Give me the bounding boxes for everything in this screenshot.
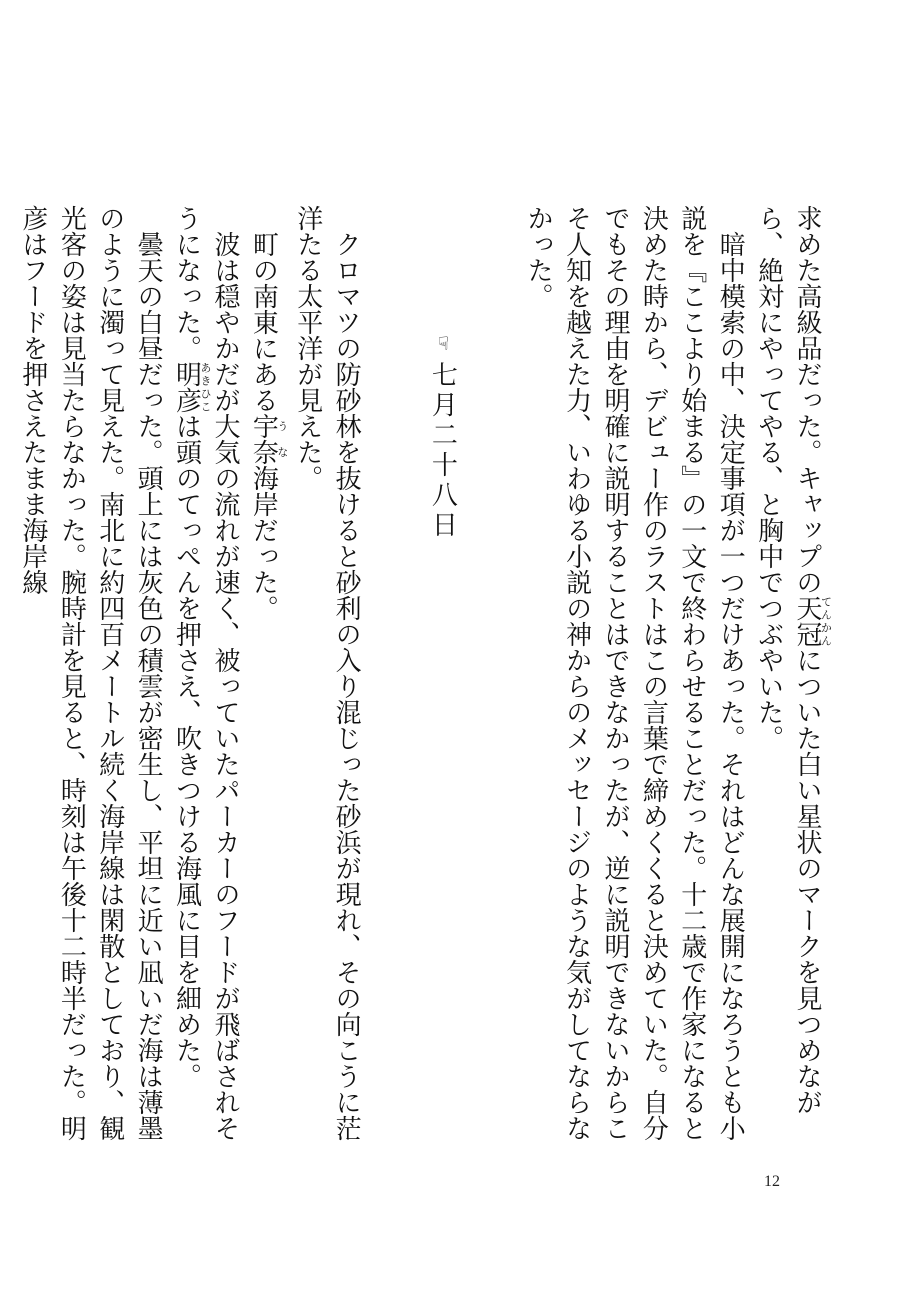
paragraph-3: クロマツの防砂林を抜けると砂利の入り混じった砂浜が現れ、その向こうに茫洋たる太平洋が見えた。 [292,205,362,1141]
ruby-tenkan: 天冠てんかん [792,595,833,647]
paragraph-1-part-a: 求めた高級品だった。キャップの [792,205,822,595]
paragraph-1 [749,205,832,1165]
ruby-una: 宇奈うな [248,413,289,465]
pointing-hand-icon: ☞ [432,335,454,356]
blank-line [480,205,518,1165]
paragraph-2: 暗中模索の中、決定事項が一つだけあった。それはどんな展開になろうとも小説を『ここより始まる』の一文で終わらせることだった。十二歳で作家になると決めた時から、デビュー作のラストはこの言葉で締めくくると決めていた。自分でもその理由を明確に説明することはできなかったが、逆に説明できないからこそ人知を越えた力、いわゆる小説の神からのメッセージのような気がしてならなかった。 [523,205,746,1141]
paragraph-6: 曇天の白昼だった。頭上には灰色の積雲が密生し、平坦に近い凪いだ海は薄墨のように濁って見えた。南北に約四百メートル続く海岸線は閑散としており、観光客の姿は見当たらなかった。腕時計を見ると、時刻は午後十二時半だった。明彦はフードを押さえたまま海岸線 [17,205,164,1141]
page-number: 12 [764,1173,780,1190]
paragraph-1-part-b: についた白い星状のマークを見つめながら、絶対にやってやる、と胸中でつぶやいた。 [753,205,822,1115]
blank-line [365,205,403,1165]
section-heading [404,205,481,1165]
paragraph-5: 波は穏やかだが大気の流れが速く、被っていたパーカーのフードが飛ばされそうになった。明彦あきひこは頭のてっぺんを押さえ、吹きつける海風に目を細めた。 [171,205,240,1141]
ruby-akihiko: 明彦あきひこ [171,361,213,413]
vertical-text-block [17,205,833,1165]
paragraph-4: 町の南東にある宇奈うな海岸だった。 [248,231,289,621]
section-heading-text: 七月二十八日 [427,361,458,542]
